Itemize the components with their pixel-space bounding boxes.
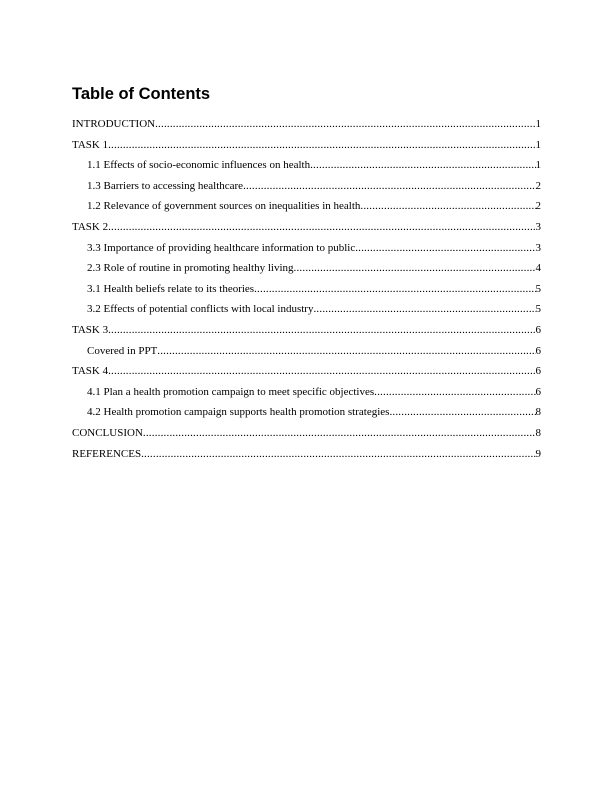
toc-dot-leader — [143, 423, 536, 444]
toc-entry-task-3[interactable] — [72, 320, 541, 341]
toc-entry-3-1[interactable] — [72, 279, 541, 300]
toc-dot-leader — [313, 299, 535, 320]
toc-dot-leader — [243, 176, 535, 197]
toc-entry-label: Covered in PPT — [87, 344, 158, 357]
toc-list — [72, 114, 541, 464]
toc-entry-label: TASK 1 — [72, 138, 109, 151]
toc-entry-1-1[interactable] — [72, 155, 541, 176]
toc-entry-4-2[interactable] — [72, 402, 541, 423]
toc-dot-leader — [108, 135, 535, 156]
toc-page-number: 5 — [535, 303, 541, 316]
toc-entry-label: CONCLUSION — [72, 426, 143, 439]
toc-dot-leader — [389, 402, 535, 423]
toc-entry-2-3[interactable] — [72, 258, 541, 279]
toc-page-number: 1 — [535, 138, 541, 151]
toc-entry-label: 3.1 Health beliefs relate to its theories — [87, 282, 255, 295]
toc-title: Table of Contents — [72, 85, 211, 103]
toc-page-number: 8 — [535, 406, 541, 419]
toc-entry-label: 4.2 Health promotion campaign supports health promotion strategies — [87, 406, 390, 419]
toc-entry-label: 3.3 Importance of providing healthcare information to public — [87, 241, 356, 254]
toc-page-number: 5 — [535, 282, 541, 295]
toc-page-number: 6 — [535, 323, 541, 336]
toc-entry-task-1[interactable] — [72, 135, 541, 156]
toc-dot-leader — [310, 155, 535, 176]
toc-entry-label: 1.1 Effects of socio-economic influences on health — [87, 159, 311, 172]
toc-page-number: 9 — [535, 447, 541, 460]
toc-entry-label: REFERENCES — [72, 447, 142, 460]
toc-dot-leader — [360, 196, 535, 217]
toc-page-number: 4 — [535, 262, 541, 275]
toc-dot-leader — [108, 320, 535, 341]
toc-entry-label: 1.2 Relevance of government sources on inequalities in health — [87, 200, 361, 213]
toc-entry-label: INTRODUCTION — [72, 118, 156, 130]
toc-entry-covered-in-ppt[interactable] — [72, 341, 541, 362]
toc-page-number: 3 — [535, 220, 541, 233]
toc-page-number: 2 — [535, 200, 541, 213]
toc-dot-leader — [108, 361, 535, 382]
toc-entry-conclusion[interactable] — [72, 423, 541, 444]
toc-page-number: 2 — [535, 179, 541, 192]
toc-entry-4-1[interactable] — [72, 382, 541, 403]
toc-entry-task-2[interactable] — [72, 217, 541, 238]
toc-page-number: 8 — [535, 426, 541, 439]
toc-entry-1-3[interactable] — [72, 176, 541, 197]
toc-entry-label: TASK 3 — [72, 323, 109, 336]
toc-dot-leader — [141, 444, 535, 465]
toc-page-number: 6 — [535, 385, 541, 398]
toc-entry-label: TASK 4 — [72, 365, 109, 378]
toc-entry-label: 3.2 Effects of potential conflicts with local industry — [87, 303, 314, 316]
toc-page-number: 1 — [535, 118, 541, 130]
toc-entry-label: TASK 2 — [72, 220, 109, 233]
toc-entry-label: 4.1 Plan a health promotion campaign to meet specific objectives — [87, 385, 375, 398]
toc-dot-leader — [155, 114, 535, 135]
toc-entry-label: 2.3 Role of routine in promoting healthy living — [87, 262, 294, 275]
toc-page-number: 6 — [535, 365, 541, 378]
toc-page-number: 3 — [535, 241, 541, 254]
toc-dot-leader — [355, 238, 535, 259]
toc-entry-task-4[interactable] — [72, 361, 541, 382]
toc-entry-3-3[interactable] — [72, 238, 541, 259]
toc-entry-3-2[interactable] — [72, 299, 541, 320]
toc-dot-leader — [254, 279, 535, 300]
toc-page-number: 1 — [535, 159, 541, 172]
toc-entry-references[interactable] — [72, 444, 541, 465]
toc-dot-leader — [294, 258, 536, 279]
toc-dot-leader — [108, 217, 535, 238]
toc-page-number: 6 — [535, 344, 541, 357]
toc-entry-label: 1.3 Barriers to accessing healthcare — [87, 179, 244, 192]
toc-entry-1-2[interactable] — [72, 196, 541, 217]
toc-dot-leader — [374, 382, 535, 403]
toc-dot-leader — [157, 341, 535, 362]
toc-entry-introduction[interactable] — [72, 114, 541, 135]
